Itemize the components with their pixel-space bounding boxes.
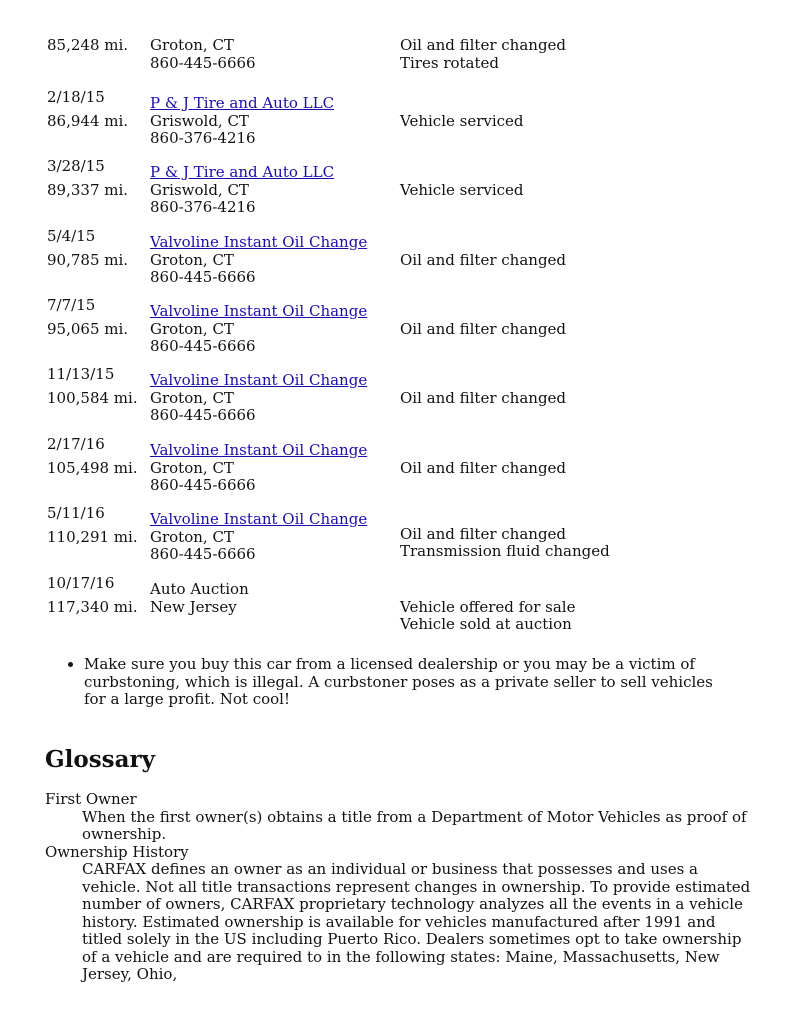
record-detail-item: Tires rotated bbox=[400, 53, 499, 72]
source-phone: 860-376-4216 bbox=[150, 129, 256, 147]
source-location: Groton, CT bbox=[150, 388, 234, 407]
record-detail-item: Oil and filter changed bbox=[400, 524, 567, 543]
record-source bbox=[150, 164, 400, 217]
record-source bbox=[150, 372, 400, 425]
record-detail-item: Oil and filter changed bbox=[400, 319, 567, 338]
record-date: 11/13/15 bbox=[47, 365, 115, 383]
record-source bbox=[150, 511, 400, 564]
record-detail-item: Oil and filter changed bbox=[400, 250, 567, 269]
record-detail-item: Transmission fluid changed bbox=[400, 542, 610, 561]
source-location: Groton, CT bbox=[150, 527, 234, 546]
source-location: Groton, CT bbox=[150, 36, 234, 54]
record-odometer: 105,498 mi. bbox=[47, 459, 138, 477]
glossary-definition-ownership-history: CARFAX defines an owner as an individual or business that possesses and uses a vehicle. Not all title transactions represent changes in ownership. To provide estimated number of owners, CARFAX proprietary technology analyzes all the events in a vehicle history. Estimated ownership is available for vehicles manufactured after 1991 and titled solely in the US including Puerto Rico. Dealers sometimes opt to take ownership of a vehicle and are required to in the following states: Maine, Massachusetts, New Jersey, Ohio, bbox=[82, 860, 751, 983]
glossary-list bbox=[45, 791, 755, 984]
source-phone: 860-445-6666 bbox=[150, 545, 256, 563]
record-source bbox=[150, 303, 400, 356]
source-link[interactable]: P & J Tire and Auto LLC bbox=[150, 94, 335, 112]
record-details bbox=[400, 252, 760, 270]
record-date: 3/28/15 bbox=[47, 157, 105, 175]
source-location: Groton, CT bbox=[150, 250, 234, 269]
record-source bbox=[150, 37, 400, 72]
source-phone: 860-445-6666 bbox=[150, 337, 256, 355]
record-odometer: 117,340 mi. bbox=[47, 598, 138, 616]
record-odometer: 86,944 mi. bbox=[47, 112, 129, 130]
record-date: 2/18/15 bbox=[47, 88, 105, 106]
source-location: Groton, CT bbox=[150, 319, 234, 338]
record-detail-item: Oil and filter changed bbox=[400, 36, 567, 54]
curbstoning-tip bbox=[63, 656, 733, 709]
source-location: Griswold, CT bbox=[150, 111, 249, 130]
record-odometer: 90,785 mi. bbox=[47, 251, 129, 269]
source-location: New Jersey bbox=[150, 597, 237, 616]
source-phone: 860-445-6666 bbox=[150, 406, 256, 424]
record-date: 7/7/15 bbox=[47, 296, 96, 314]
record-detail-item: Vehicle serviced bbox=[400, 111, 524, 130]
record-details bbox=[400, 37, 760, 72]
source-link[interactable]: P & J Tire and Auto LLC bbox=[150, 163, 335, 181]
source-name: Auto Auction bbox=[150, 580, 249, 598]
record-details bbox=[400, 321, 760, 339]
record-detail-item: Vehicle offered for sale bbox=[400, 597, 576, 616]
tip-list bbox=[63, 656, 733, 709]
glossary-title: Glossary bbox=[45, 746, 156, 773]
source-phone: 860-376-4216 bbox=[150, 198, 256, 216]
glossary-term-ownership-history: Ownership History bbox=[45, 842, 189, 861]
record-source bbox=[150, 234, 400, 287]
source-location: Griswold, CT bbox=[150, 180, 249, 199]
record-detail-item: Vehicle serviced bbox=[400, 180, 524, 199]
record-details bbox=[400, 460, 760, 478]
record-detail-item: Oil and filter changed bbox=[400, 388, 567, 407]
record-source bbox=[150, 95, 400, 148]
record-odometer: 100,584 mi. bbox=[47, 389, 138, 407]
source-location: Groton, CT bbox=[150, 458, 234, 477]
glossary-term-first-owner: First Owner bbox=[45, 790, 137, 808]
source-phone: 860-445-6666 bbox=[150, 476, 256, 494]
record-odometer: 95,065 mi. bbox=[47, 320, 129, 338]
source-link[interactable]: Valvoline Instant Oil Change bbox=[150, 371, 368, 389]
tip-item: • Make sure you buy this car from a licensed dealership or you may be a victim of curbstoning, which is illegal. A curbstoner poses as a private seller to sell vehicles for a large profit. Not cool! bbox=[84, 656, 733, 709]
record-date: 10/17/16 bbox=[47, 574, 115, 592]
record-source bbox=[150, 581, 400, 616]
record-odometer: 110,291 mi. bbox=[47, 528, 138, 546]
record-details bbox=[400, 599, 760, 634]
record-odometer: 89,337 mi. bbox=[47, 181, 129, 199]
record-details bbox=[400, 113, 760, 131]
glossary-definition-first-owner: When the first owner(s) obtains a title from a Department of Motor Vehicles as proof of ownership. bbox=[82, 807, 747, 843]
source-link[interactable]: Valvoline Instant Oil Change bbox=[150, 441, 368, 459]
record-details bbox=[400, 526, 760, 561]
record-date: 5/11/16 bbox=[47, 504, 105, 522]
record-details bbox=[400, 390, 760, 408]
record-detail-item: Oil and filter changed bbox=[400, 458, 567, 477]
record-detail-item: Vehicle sold at auction bbox=[400, 615, 572, 633]
record-source bbox=[150, 442, 400, 495]
record-details bbox=[400, 182, 760, 200]
source-link[interactable]: Valvoline Instant Oil Change bbox=[150, 510, 368, 528]
source-link[interactable]: Valvoline Instant Oil Change bbox=[150, 302, 368, 320]
record-date: 5/4/15 bbox=[47, 227, 96, 245]
record-odometer: 85,248 mi. bbox=[47, 36, 129, 54]
record-date: 2/17/16 bbox=[47, 435, 105, 453]
source-link[interactable]: Valvoline Instant Oil Change bbox=[150, 233, 368, 251]
source-phone: 860-445-6666 bbox=[150, 53, 256, 72]
source-phone: 860-445-6666 bbox=[150, 268, 256, 286]
